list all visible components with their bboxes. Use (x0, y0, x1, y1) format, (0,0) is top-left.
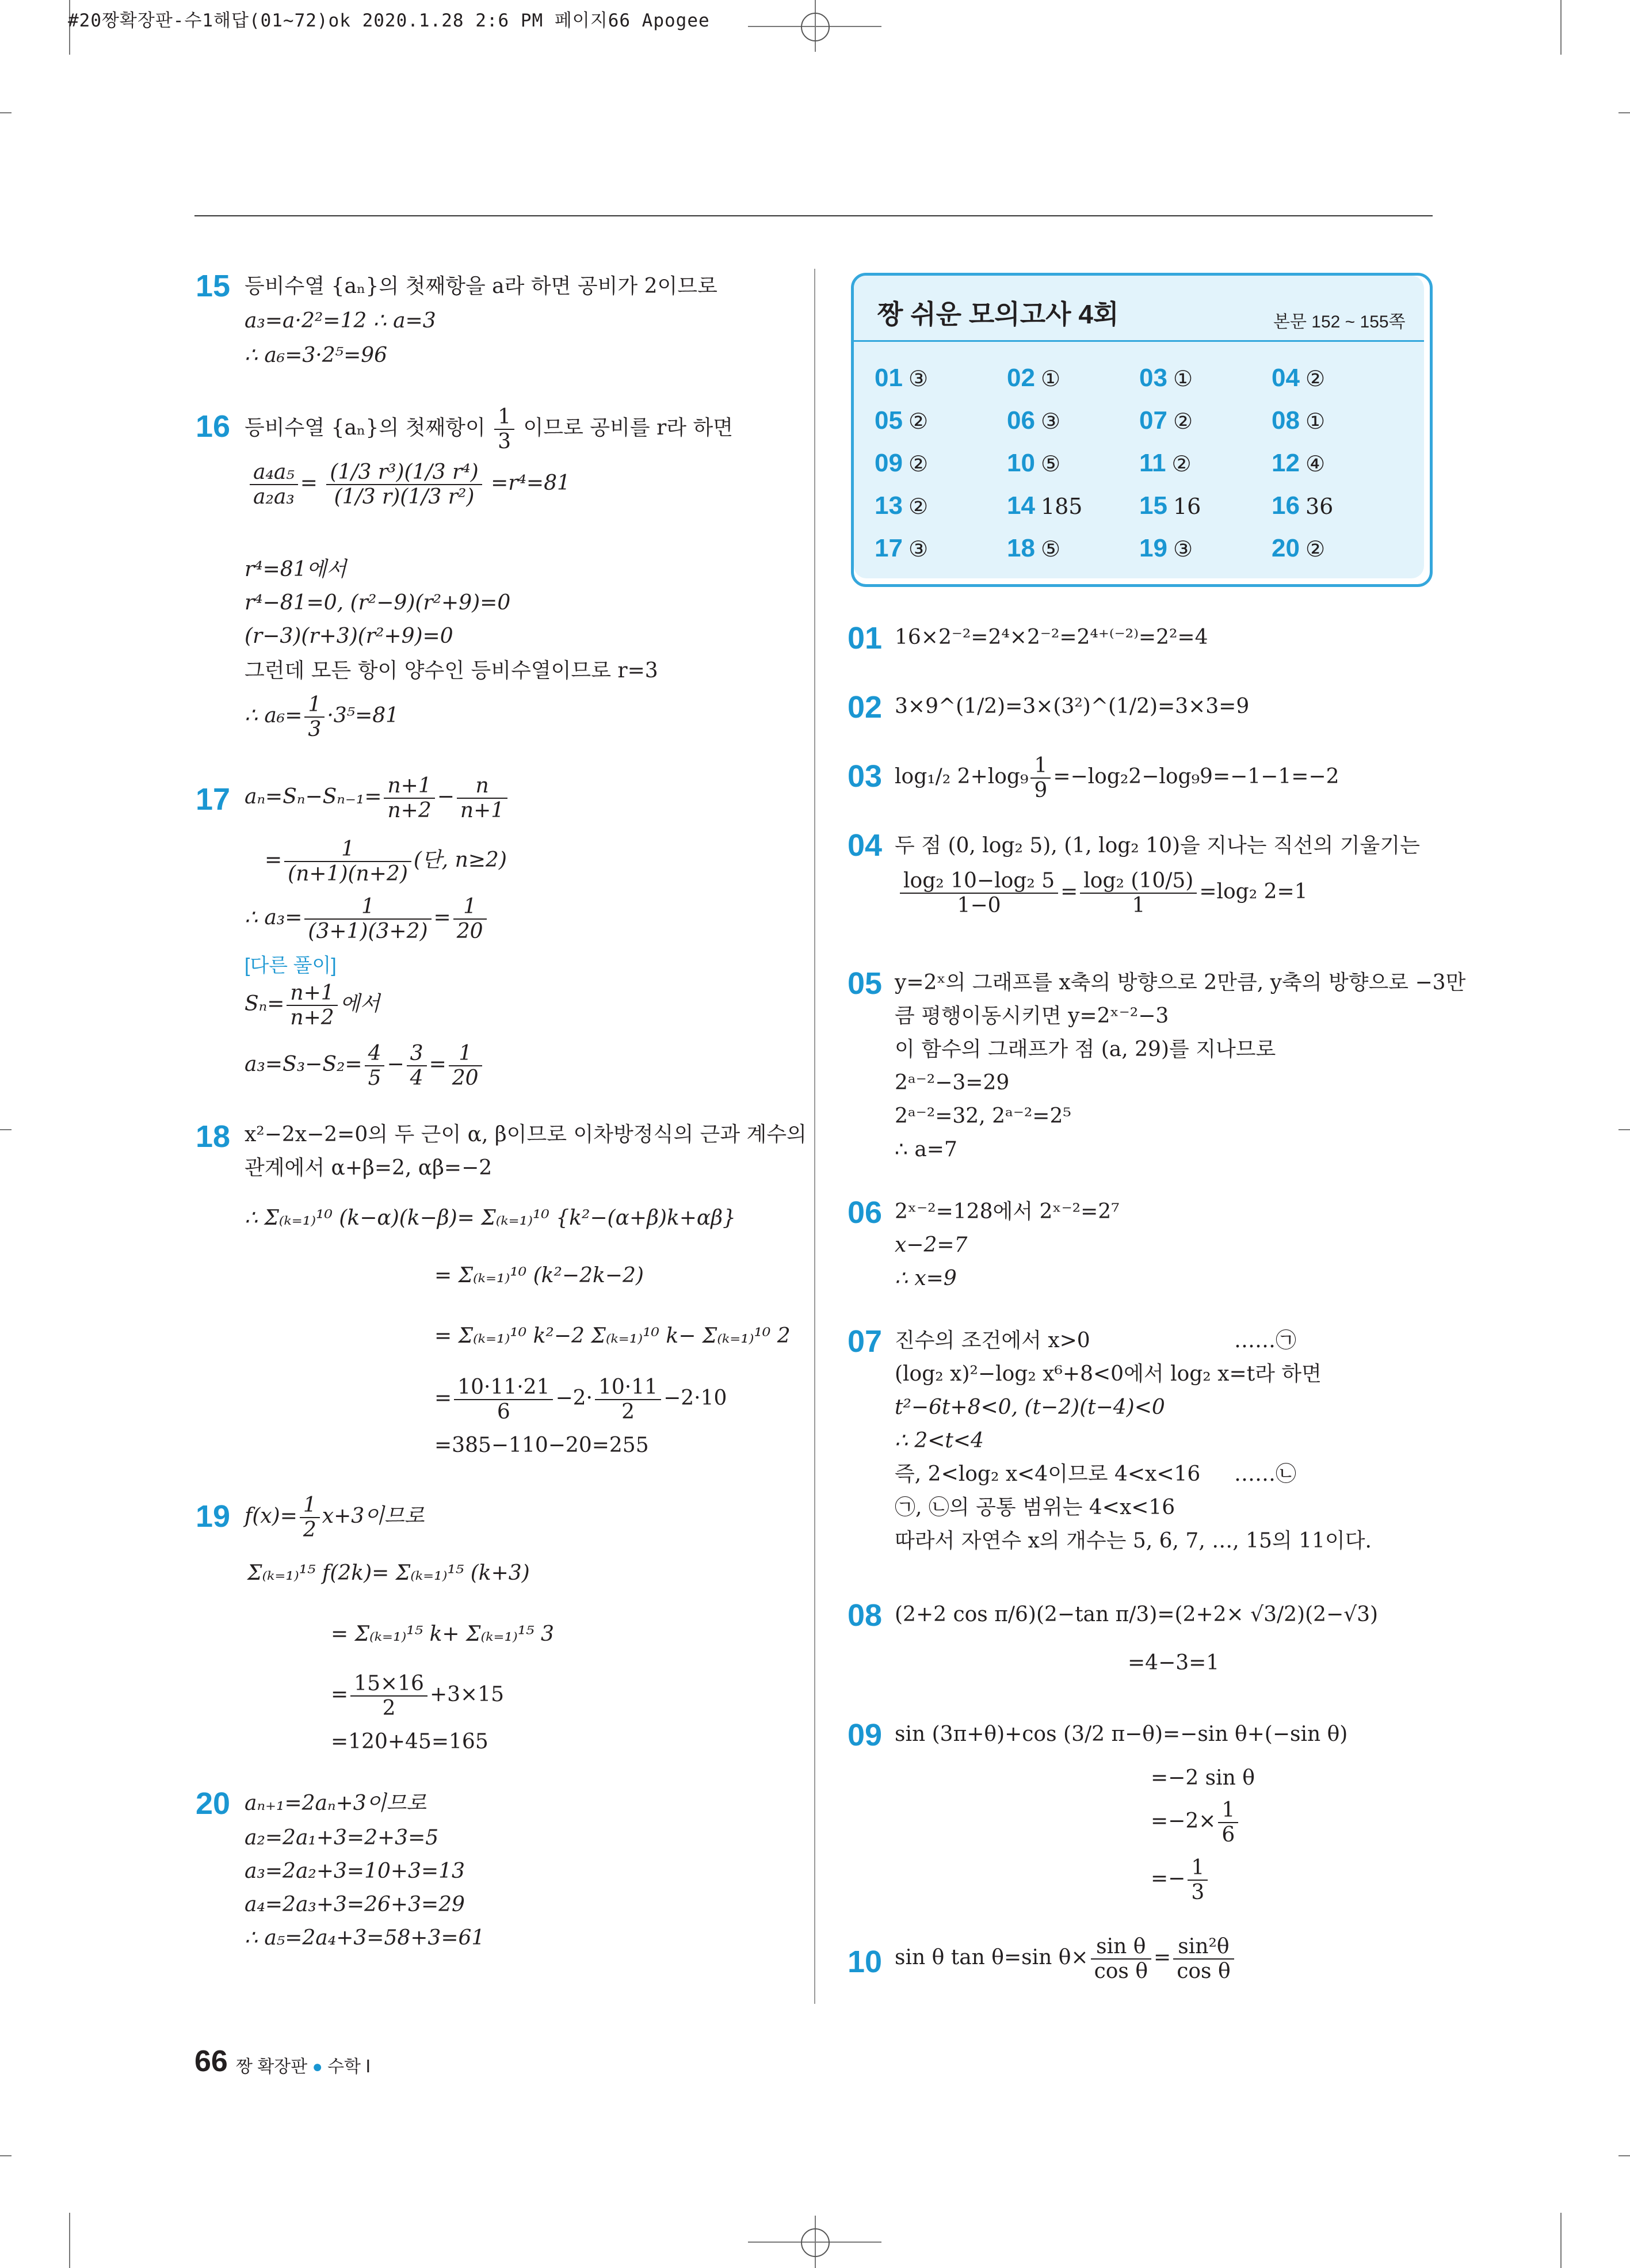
fraction (1091, 1935, 1151, 1983)
text: = (433, 906, 451, 929)
fraction (287, 981, 337, 1030)
solution-line: y=2ˣ의 그래프를 x축의 방향으로 2만큼, y축의 방향으로 −3만 (895, 971, 1466, 994)
question-number: 04 (1272, 364, 1300, 392)
denominator: 3 (498, 430, 511, 453)
solution-line: ∴ 2<t<4 (895, 1429, 984, 1453)
fraction (250, 460, 298, 509)
text: =− (1151, 1867, 1186, 1890)
solution-line: (2+2 cos π/6)(2−tan π/3)=(2+2× √3/2)(2−√3) (895, 1603, 1379, 1626)
text: −2·10 (663, 1386, 727, 1410)
condition-marker: ……㉡ (1234, 1462, 1297, 1486)
question-number: 13 (875, 491, 903, 520)
solution-line (434, 1375, 727, 1424)
solution-line (898, 869, 1308, 917)
print-header: #20짱확장판-수1해답(01~72)ok 2020.1.28 2:6 PM 페이지66 Apogee (68, 10, 710, 31)
solution-line (895, 1935, 1236, 1983)
question-number: 12 (1272, 449, 1300, 477)
solution-line: 큼 평행이동시키면 y=2ˣ⁻²−3 (895, 1004, 1169, 1028)
crop-mark (1618, 2155, 1630, 2156)
denominator: a₂a₃ (253, 485, 295, 509)
solution-line: r⁴=81에서 (245, 558, 347, 581)
denominator: 20 (452, 1066, 479, 1090)
numerator: 1 (304, 693, 325, 718)
solution-line: x−2=7 (895, 1233, 968, 1257)
problem-number: 08 (848, 1598, 883, 1633)
denominator: n+2 (290, 1006, 334, 1030)
denominator: 3 (308, 718, 322, 741)
text: = (265, 848, 283, 872)
fraction (454, 1375, 553, 1424)
numerator: 1 (453, 895, 487, 920)
solution-line: ∴ a₆=3·2⁵=96 (245, 344, 388, 367)
text: Sₙ= (245, 992, 285, 1016)
numerator: (1/3 r³)(1/3 r⁴) (326, 460, 482, 485)
text: = (331, 1683, 349, 1706)
solution-line: 진수의 조건에서 x>0 (895, 1329, 1090, 1352)
page-number: 66 (194, 2045, 228, 2078)
denominator: 2 (621, 1400, 635, 1424)
question-number: 14 (1007, 491, 1035, 520)
answer-value: ② (1173, 409, 1193, 434)
numerator: 10·11 (595, 1375, 661, 1400)
question-number: 03 (1139, 364, 1167, 392)
footer-title (236, 2052, 371, 2078)
question-number: 10 (1007, 449, 1035, 477)
numerator: log₂ 10−log₂ 5 (900, 869, 1058, 894)
solution-line: sin (3π+θ)+cos (3/2 π−θ)=−sin θ+(−sin θ) (895, 1722, 1348, 1746)
numerator: log₂ (10/5) (1080, 869, 1197, 894)
denominator: 5 (368, 1066, 381, 1090)
problem-number: 06 (848, 1195, 883, 1230)
registration-mark (801, 13, 830, 41)
answer-value: ② (908, 494, 929, 519)
denominator: 20 (456, 920, 483, 943)
solution-line (331, 1672, 504, 1720)
problem-number: 10 (848, 1945, 883, 1979)
solution-line: a₂=2a₁+3=2+3=5 (245, 1826, 439, 1850)
fraction (1218, 1798, 1238, 1847)
fraction (453, 895, 487, 943)
denominator: 6 (1221, 1823, 1235, 1847)
text: = (1060, 880, 1078, 904)
answer-value: ① (1040, 366, 1061, 391)
solution-line: =385−110−20=255 (434, 1434, 649, 1457)
answer-value: 185 (1040, 494, 1083, 519)
alternative-solution-label: [다른 풀이] (245, 955, 337, 977)
fraction (1030, 754, 1051, 802)
numerator: 1 (1030, 754, 1051, 779)
numerator: sin²θ (1173, 1935, 1234, 1960)
solution-line: Σ₍ₖ₌₁₎¹⁵ f(2k)= Σ₍ₖ₌₁₎¹⁵ (k+3) (247, 1561, 530, 1585)
solution-line (245, 1493, 425, 1542)
fraction (595, 1375, 661, 1424)
numerator: n (457, 774, 507, 799)
answer-item (875, 534, 928, 563)
subject: 수학 Ⅰ (327, 2057, 371, 2076)
solution-line (245, 981, 380, 1030)
solution-line (1151, 1798, 1240, 1847)
numerator: n+1 (384, 774, 434, 799)
problem-number: 18 (196, 1119, 231, 1154)
fraction (407, 1042, 427, 1090)
answer-item (1139, 364, 1193, 392)
text: =log₂ 2=1 (1199, 880, 1308, 904)
fraction (365, 1042, 385, 1090)
crop-mark (1560, 0, 1562, 55)
answer-item (1139, 534, 1193, 563)
book-title: 짱 확장판 (236, 2057, 308, 2076)
fraction (1173, 1935, 1234, 1983)
denominator: (1/3 r)(1/3 r²) (334, 485, 475, 509)
fraction (449, 1042, 482, 1090)
numerator: a₄a₅ (250, 460, 298, 485)
answer-item (875, 449, 928, 478)
denominator: 4 (410, 1066, 423, 1090)
solution-line: r⁴−81=0, (r²−9)(r²+9)=0 (245, 591, 511, 615)
answer-value: ③ (1173, 536, 1193, 562)
crop-mark (0, 112, 12, 113)
solution-line: a₃=S₃−S₂= $\frac{4}{5}$ − $\frac{3}{4}$ = $\frac{1}{20}$ (245, 1042, 484, 1090)
answer-item (1139, 449, 1192, 478)
solution-line: t²−6t+8<0, (t−2)(t−4)<0 (895, 1396, 1165, 1419)
answer-item (1007, 491, 1082, 520)
solution-line: (log₂ x)²−log₂ x⁶+8<0에서 log₂ x=t라 하면 (895, 1362, 1322, 1386)
solution-line: ∴ x=9 (895, 1267, 957, 1290)
registration-mark (801, 2228, 830, 2257)
solution-line: ㉠, ㉡의 공통 범위는 4<x<16 (895, 1496, 1175, 1519)
question-number: 16 (1272, 491, 1300, 520)
fraction (1080, 869, 1197, 917)
question-number: 17 (875, 534, 903, 562)
text: =−2× (1151, 1809, 1216, 1833)
solution-line: = Σ₍ₖ₌₁₎¹⁰ k²−2 Σ₍ₖ₌₁₎¹⁰ k− Σ₍ₖ₌₁₎¹⁰ 2 (434, 1324, 791, 1348)
numerator: n+1 (287, 981, 337, 1006)
solution-line: = Σ₍ₖ₌₁₎¹⁰ (k²−2k−2) (434, 1264, 644, 1287)
answer-value: 16 (1173, 494, 1201, 519)
denominator: 1 (1132, 894, 1146, 917)
fraction (350, 1672, 427, 1720)
solution-line: 그런데 모든 항이 양수인 등비수열이므로 r=3 (245, 659, 658, 683)
answer-value: ① (1305, 409, 1326, 434)
answer-item (1007, 364, 1060, 392)
numerator: 3 (407, 1042, 427, 1066)
denominator: 2 (303, 1518, 316, 1542)
page-reference: 본문 152 ~ 155쪽 (1273, 312, 1406, 331)
question-number: 05 (875, 406, 903, 434)
solution-line: x²−2x−2=0의 두 근이 α, β이므로 이차방정식의 근과 계수의 (245, 1123, 807, 1146)
problem-number: 17 (196, 782, 231, 817)
text: ∴ a₆= (245, 704, 303, 727)
problem-number: 19 (196, 1499, 231, 1534)
question-number: 18 (1007, 534, 1035, 562)
numerator: 10·11·21 (454, 1375, 553, 1400)
text: ∴ a₃= (245, 906, 303, 929)
answer-value: ③ (908, 366, 929, 391)
equation: $\frac{\text{a₄a₅}}{\text{a₂a₃}}$ = $\frac{\text{(1/3 r³)(1/3 r⁴)}}{\text{(1/3 r)(1/3 r²)}}$ =r⁴=81 (247, 460, 570, 509)
problem-number: 09 (848, 1718, 883, 1752)
question-number: 06 (1007, 406, 1035, 434)
answer-box-title: 짱 쉬운 모의고사 4회 (877, 299, 1119, 329)
denominator: 1−0 (957, 894, 1001, 917)
solution-line: ∴ a₅=2a₄+3=58+3=61 (245, 1926, 485, 1950)
answer-value: ③ (908, 536, 929, 562)
answer-value: ② (908, 409, 929, 434)
text: =−log₂2−log₉9=−1−1=−2 (1053, 765, 1339, 788)
numerator: 4 (365, 1042, 385, 1066)
problem-number: 01 (848, 621, 883, 655)
solution-line (245, 895, 489, 943)
answer-item (1272, 364, 1325, 392)
denominator: (3+1)(3+2) (308, 920, 428, 943)
numerator: 1 (494, 405, 514, 430)
solution-line: a₃=2a₂+3=10+3=13 (245, 1859, 465, 1883)
problem-number: 02 (848, 690, 883, 725)
answer-value: ① (1173, 366, 1193, 391)
solution-line: 따라서 자연수 x의 개수는 5, 6, 7, …, 15의 11이다. (895, 1529, 1372, 1553)
solution-line (245, 405, 733, 453)
condition-marker: ……㉠ (1234, 1329, 1297, 1352)
column-divider (814, 269, 815, 2004)
crop-mark (1618, 112, 1630, 113)
question-number: 02 (1007, 364, 1035, 392)
problem-number: 20 (196, 1786, 231, 1821)
text: 에서 (339, 992, 380, 1016)
denominator: n+1 (460, 799, 505, 822)
problem-number: 15 (196, 269, 231, 303)
text: (단, n≥2) (413, 848, 507, 872)
top-rule (194, 215, 1433, 216)
problem-number: 16 (196, 409, 231, 444)
denominator: 9 (1034, 779, 1048, 802)
numerator: sin θ (1091, 1935, 1151, 1960)
numerator: 1 (1218, 1798, 1238, 1823)
fraction (494, 405, 514, 453)
answer-value: 36 (1305, 494, 1334, 519)
solution-line (1151, 1856, 1210, 1904)
denominator: (n+1)(n+2) (288, 862, 408, 886)
answer-item (1272, 449, 1325, 478)
answer-value: ③ (1040, 409, 1061, 434)
fraction (304, 693, 325, 741)
question-number: 08 (1272, 406, 1300, 434)
numerator: 1 (304, 895, 431, 920)
text: aₙ=Sₙ−Sₙ₋₁= (245, 785, 382, 809)
answer-value: ② (908, 451, 929, 477)
denominator: 2 (382, 1697, 396, 1720)
answer-item (1139, 491, 1201, 520)
question-number: 01 (875, 364, 903, 392)
solution-line (895, 754, 1339, 802)
solution-line: 3×9^(1/2)=3×(3²)^(1/2)=3×3=9 (895, 695, 1250, 718)
numerator: 15×16 (350, 1672, 427, 1697)
answer-item (875, 406, 928, 435)
solution-line (245, 693, 399, 741)
crop-mark (69, 2213, 70, 2268)
crop-mark (1618, 1129, 1630, 1130)
text: = (1154, 1946, 1171, 1969)
answer-item (1007, 534, 1060, 563)
solution-line: 16×2⁻²=2⁴×2⁻²=2⁴⁺⁽⁻²⁾=2²=4 (895, 626, 1208, 649)
solution-line: = Σ₍ₖ₌₁₎¹⁵ k+ Σ₍ₖ₌₁₎¹⁵ 3 (331, 1622, 554, 1646)
question-number: 19 (1139, 534, 1167, 562)
question-number: 07 (1139, 406, 1167, 434)
crop-mark (0, 2155, 12, 2156)
fraction (304, 895, 431, 943)
question-number: 11 (1139, 449, 1166, 477)
solution-line: 두 점 (0, log₂ 5), (1, log₂ 10)을 지나는 직선의 기울기는 (895, 834, 1420, 857)
answer-item (875, 491, 928, 520)
text: +3×15 (429, 1683, 504, 1706)
fraction (900, 869, 1058, 917)
answer-item (875, 364, 928, 392)
answer-value: ② (1305, 366, 1326, 391)
solution-line: 2ᵃ⁻²−3=29 (895, 1071, 1010, 1095)
fraction (300, 1493, 320, 1542)
answer-value: ② (1305, 536, 1326, 562)
solution-line (265, 837, 507, 886)
answer-value: ② (1171, 451, 1192, 477)
fraction (1188, 1856, 1208, 1904)
fraction (457, 774, 507, 822)
text: 등비수열 {aₙ}의 첫째항이 (245, 416, 486, 440)
bullet-icon: ● (312, 2057, 323, 2076)
answer-item (1272, 534, 1325, 563)
answer-item (1272, 491, 1333, 520)
solution-line: 등비수열 {aₙ}의 첫째항을 a라 하면 공비가 2이므로 (245, 275, 717, 298)
problem-number: 04 (848, 828, 883, 863)
denominator: n+2 (387, 799, 432, 822)
fraction (326, 460, 482, 509)
solution-line: =−2 sin θ (1151, 1766, 1255, 1790)
solution-line: 관계에서 α+β=2, αβ=−2 (245, 1156, 493, 1180)
solution-line: ∴ Σ₍ₖ₌₁₎¹⁰ (k−α)(k−β)= Σ₍ₖ₌₁₎¹⁰ {k²−(α+β)k+αβ} (245, 1206, 736, 1230)
question-number: 15 (1139, 491, 1167, 520)
numerator: 1 (1188, 1856, 1208, 1881)
question-number: 20 (1272, 534, 1300, 562)
denominator: 3 (1191, 1881, 1205, 1904)
crop-mark (0, 1129, 12, 1130)
crop-mark (1560, 2213, 1562, 2268)
text: ·3⁵=81 (327, 704, 399, 727)
numerator: 1 (300, 1493, 320, 1518)
text: x+3이므로 (322, 1504, 425, 1528)
text: f(x)= (245, 1504, 297, 1528)
answer-item (1007, 449, 1060, 478)
numerator: 1 (449, 1042, 482, 1066)
answer-item (1272, 406, 1325, 435)
text: sin θ tan θ=sin θ× (895, 1946, 1089, 1969)
solution-line: a₃=a·2²=12 ∴ a=3 (245, 309, 436, 333)
denominator: 6 (497, 1400, 510, 1424)
solution-line: ∴ a=7 (895, 1138, 957, 1161)
problem-number: 03 (848, 759, 883, 794)
text: =r⁴=81 (491, 471, 570, 495)
problem-number: 05 (848, 966, 883, 1001)
answer-value: ④ (1305, 451, 1326, 477)
text: a₃=S₃−S₂= (245, 1053, 362, 1076)
fraction (384, 774, 434, 822)
solution-line: aₙ₊₁=2aₙ+3이므로 (245, 1791, 427, 1815)
text: −2· (555, 1386, 593, 1410)
solution-line: =120+45=165 (331, 1730, 488, 1754)
solution-line: 2ᵃ⁻²=32, 2ᵃ⁻²=2⁵ (895, 1104, 1071, 1128)
text: log₁/₂ 2+log₉ (895, 765, 1029, 788)
question-number: 09 (875, 449, 903, 477)
answer-value: ⑤ (1040, 451, 1061, 477)
answer-item (1139, 406, 1193, 435)
problem-number: 07 (848, 1324, 883, 1359)
solution-line: a₄=2a₃+3=26+3=29 (245, 1893, 465, 1916)
solution-line: =4−3=1 (1128, 1651, 1220, 1675)
text: = (434, 1386, 452, 1410)
solution-line: 즉, 2<log₂ x<4이므로 4<x<16 (895, 1462, 1201, 1486)
text: 이므로 공비를 r라 하면 (523, 416, 734, 440)
solution-line: 2ˣ⁻²=128에서 2ˣ⁻²=2⁷ (895, 1200, 1120, 1223)
answer-item (1007, 406, 1060, 435)
solution-line: 이 함수의 그래프가 점 (a, 29)를 지나므로 (895, 1038, 1276, 1061)
solution-line: (r−3)(r+3)(r²+9)=0 (245, 624, 453, 648)
fraction (284, 837, 411, 886)
answer-value: ⑤ (1040, 536, 1061, 562)
numerator: 1 (284, 837, 411, 862)
denominator: cos θ (1094, 1960, 1148, 1983)
solution-line: aₙ=Sₙ−Sₙ₋₁= $\frac{n+1}{n+2}$ − $\frac{n}{n+1}$ (245, 774, 510, 822)
denominator: cos θ (1177, 1960, 1231, 1983)
